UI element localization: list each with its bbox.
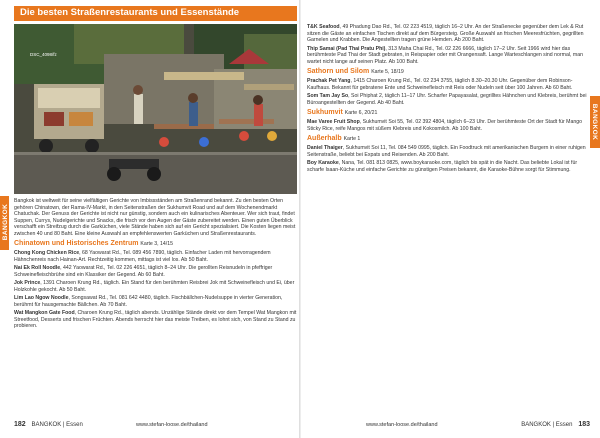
left-page-number: 182 — [14, 421, 26, 428]
section-ref-sathorn: Karte 5, 18/19 — [371, 69, 404, 75]
left-side-tab — [0, 196, 9, 250]
entry-name: Thip Samai (Pad Thai Pratu Phi) — [307, 45, 386, 52]
entry-name: Chong Kong Chicken Rice — [14, 250, 80, 256]
entry-name: T&K Seafood — [307, 24, 340, 30]
section-heading-chinatown-text: Chinatown und Historisches Zentrum — [14, 240, 139, 247]
entry-text: Songsawat Rd., Tel. 081 642 4480, täglich. Fischbällchen-Nudelsuppe in vierter Generation, berühmt für hausgemachte Bällchen. Ab 70 Baht. — [14, 295, 283, 308]
entry-text: Sukhumvit Soi 11, Tel. 084 549 0995, täglich. Ein Foodtruck mit amerikanischen Burgern in einer ruhigen Seitenstraße, beliebt bei Expats und Reisenden. Ab 200 Baht. — [307, 145, 586, 158]
right-page-number: 183 — [578, 421, 590, 428]
right-page-number-block — [521, 421, 590, 428]
entry-text: 49 Phadung Dao Rd., Tel. 02 223 4519, täglich 16–2 Uhr. An der Straßenecke gegenüber dem Lek & Rut sitzen die Gäste an einfachen Tischen direkt auf dem Bürgersteig. Große Auswahl an frischen Meeresfrüchten, gegrillten Garnelen und Krabben. Die Angestellten tragen grüne Hemden. Ab 200 Baht. — [307, 24, 584, 43]
entry-name: Prachak Pet Yang — [307, 78, 351, 84]
section-heading-chinatown — [14, 240, 297, 248]
section-heading-sukhumvit-text: Sukhumvit — [307, 109, 343, 116]
section-ref-ausserhalb: Karte 1 — [343, 136, 361, 142]
right-footer-label: BANGKOK | Essen — [521, 422, 573, 428]
entry-mae-varee: Mae Varee Fruit Shop, Sukhumvit Soi 55, Tel. 02 392 4804, täglich 6–23 Uhr. Der berühmteste Ort der Stadt für Mango Sticky Rice, reife Mangos mit süßem Klebreis und Kokosmilch. Ab 100 Baht. — [307, 119, 582, 132]
right-footer — [306, 420, 590, 432]
right-side-tab-label: BANGKOK — [591, 103, 598, 141]
entry-name: Jok Prince — [14, 280, 41, 286]
section-heading-sathorn — [307, 68, 587, 76]
intro-paragraph: Bangkok ist weltweit für seine vielfältigen Gerichte von Imbissständen am Straßenrand bekannt. Zu den besten Orten gehören Chinatown, der Rama-IV-Markt, in den Seitenstraßen der Sukhumvit Road und auf dem Wochenendmarkt Chatuchak. Der Genuss der Gerichte ist nicht nur günstig, sondern auch ein kulinarisches Abenteuer. Wer sich traut, findet Suppen, Currys, Nudelgerichte und Snacks, die frisch vor den Augen der Gäste zubereitet werden. Einen guten Überblick verschafft ein Streifzug durch die Garküchen, viele Stände haben sich auf ein Gericht spezialisiert. Die Kosten liegen meist zwischen 40 und 80 Baht. Eine kleine Auswahl an empfehlenswerten Garküchen und Straßenrestaurants. — [14, 198, 296, 237]
entry-lim-lao-ngow: Lim Lao Ngow Noodle, Songsawat Rd., Tel. 081 642 4480, täglich. Fischbällchen-Nudelsuppe in vierter Generation, berühmt für hausgemachte Bällchen. Ab 70 Baht. — [14, 295, 283, 308]
entry-tk-seafood: T&K Seafood, 49 Phadung Dao Rd., Tel. 02 223 4519, täglich 16–2 Uhr. An der Straßenecke gegenüber dem Lek & Rut sitzen die Gäste an einfachen Tischen direkt auf dem Bürgersteig. Große Auswahl an frischen Meeresfrüchten, gegrillten Garnelen und Krabben. Die Angestellten tragen grüne Hemden. Ab 200 Baht. — [307, 24, 584, 43]
page-title: Die besten Straßenrestaurants und Essenstände — [20, 7, 240, 18]
entry-text: Sukhumvit Soi 55, Tel. 02 392 4804, täglich 6–23 Uhr. Der berühmteste Ort der Stadt für Mango Sticky Rice, reife Mangos mit süßem Klebreis und Kokosmilch. Ab 100 Baht. — [307, 119, 582, 132]
right-page — [301, 0, 600, 438]
left-footer-separator — [28, 421, 30, 428]
section-ref-sukhumvit: Karte 6, 20/21 — [344, 110, 378, 116]
entry-nai-ek: Nai Ek Roll Noodle, 442 Yaowarat Rd., Tel. 02 226 4651, täglich 8–24 Uhr. Die gerollten Reisnudeln in pfeffriger Schweinefleischbrühe sind ein Klassiker der Gegend. Ab 60 Baht. — [14, 265, 273, 278]
entry-text: 1391 Charoen Krung Rd., täglich. Ein Stand für den berühmten Reisbrei Jok mit Schweinefleisch und Ei, über Holzkohle gekocht. Ab 50 Baht. — [14, 280, 295, 293]
photo-credit: DSC_4098/fz — [30, 52, 57, 57]
entry-text: 68 Yaowarat Rd., Tel. 089 456 7890, täglich. Einfacher Laden mit hervorragendem Hähnchenreis nach Hainan-Art. Rechtzeitig kommen, mittags ist viel los. Ab 50 Baht. — [14, 250, 271, 263]
right-footer-separator — [574, 421, 576, 428]
section-heading-sukhumvit — [307, 109, 587, 117]
entry-wat-mangkon: Wat Mangkon Gate Food, Charoen Krung Rd., täglich abends. Unzählige Stände direkt vor dem Tempel Wat Mangkon mit Streetfood, Desserts und frischen Früchten. Abends herrscht hier das meiste Treiben, es lohnt sich, von Stand zu Stand zu probieren. — [14, 310, 297, 329]
entry-jok-prince: Jok Prince, 1391 Charoen Krung Rd., täglich. Ein Stand für den berühmten Reisbrei Jok mit Schweinefleisch und Ei, über Holzkohle gekocht. Ab 50 Baht. — [14, 280, 295, 293]
section-ref-chinatown: Karte 3, 14/15 — [140, 241, 173, 247]
entry-thip-samai: Thip Samai (Pad Thai Pratu Phi), 313 Maha Chai Rd., Tel. 02 226 6666, täglich 17–2 Uhr. Seit 1966 wird hier das berühmteste Pad Thai der Stadt gebraten, in Reispapier oder mit Orangensaft. Lange Warteschlangen sind normal, man wartet nicht lange auf seinen Platz. Ab 100 Baht. — [307, 45, 583, 65]
entry-name: Lim Lao Ngow Noodle — [14, 295, 69, 301]
entry-boy-karaoke: Boy Karaoke, Nana, Tel. 081 813 0825, www.boykaraoke.com, täglich bis spät in die Nacht. Das beliebte Lokal ist für scharfe Isaan-Küche und einfache Gerichte zu günstigen Preisen bekannt, die Karaoke-Bühne sorgt für Stimmung. — [307, 160, 578, 173]
right-side-tab — [590, 96, 600, 148]
left-footer — [14, 420, 297, 432]
entry-text: 442 Yaowarat Rd., Tel. 02 226 4651, täglich 8–24 Uhr. Die gerollten Reisnudeln in pfeffriger Schweinefleischbrühe sind ein Klassiker der Gegend. Ab 60 Baht. — [14, 265, 273, 278]
entry-name: Som Tam Jay So — [307, 93, 349, 99]
entry-som-tam: Som Tam Jay So, Soi Phiphat 2, täglich 11–17 Uhr. Scharfer Papayasalat, gegrilltes Hähnchen und Klebreis, berühmt bei Büroangestellten der Gegend. Ab 40 Baht. — [307, 93, 587, 106]
entry-name: Mae Varee Fruit Shop — [307, 119, 360, 125]
title-bar — [14, 6, 297, 21]
left-footer-label: BANGKOK | Essen — [31, 422, 83, 428]
section-heading-ausserhalb-text: Außerhalb — [307, 135, 342, 142]
entry-chong-kong: Chong Kong Chicken Rice, 68 Yaowarat Rd., Tel. 089 456 7890, täglich. Einfacher Laden mit hervorragendem Hähnchenreis nach Hainan-Art. Rechtzeitig kommen, mittags ist viel los. Ab 50 Baht. — [14, 250, 271, 263]
entry-text: Nana, Tel. 081 813 0825, www.boykaraoke.com, täglich bis spät in die Nacht. Das beliebte Lokal ist für scharfe Isaan-Küche und einfache Gerichte zu günstigen Preisen bekannt, die Karaoke-Bühne sorgt für Stimmung. — [307, 160, 578, 173]
section-heading-ausserhalb — [307, 135, 587, 143]
entry-name: Nai Ek Roll Noodle — [14, 265, 61, 271]
left-page-number-block — [14, 421, 83, 428]
right-text-column — [307, 24, 587, 175]
left-page — [0, 0, 299, 438]
entry-text: 1415 Charoen Krung Rd., Tel. 02 234 3755, täglich 8.30–20.30 Uhr. Gegenüber dem Robinson-Kaufhaus. Bekannt für gebratene Ente und Schweinefleisch mit Reis oder Nudeln seit über 100 Jahren. Ab 60 Baht. — [307, 78, 573, 91]
section-heading-sathorn-text: Sathorn und Silom — [307, 68, 370, 75]
left-footer-url[interactable]: www.stefan-loose.de/thailand — [136, 422, 208, 428]
entry-name: Boy Karaoke — [307, 160, 339, 166]
left-text-column — [14, 198, 297, 332]
entry-prachak: Prachak Pet Yang, 1415 Charoen Krung Rd., Tel. 02 234 3755, täglich 8.30–20.30 Uhr. Gegenüber dem Robinson-Kaufhaus. Bekannt für gebratene Ente und Schweinefleisch mit Reis oder Nudeln seit über 100 Jahren. Ab 60 Baht. — [307, 78, 573, 91]
entry-daniel-thaiger: Daniel Thaiger, Sukhumvit Soi 11, Tel. 084 549 0995, täglich. Ein Foodtruck mit amerikanischen Burgern in einer ruhigen Seitenstraße, beliebt bei Expats und Reisenden. Ab 200 Baht. — [307, 145, 586, 158]
entry-name: Daniel Thaiger — [307, 145, 343, 151]
entry-text: Charoen Krung Rd., täglich abends. Unzählige Stände direkt vor dem Tempel Wat Mangkon mit Streetfood, Desserts und frischen Früchten. Abends herrscht hier das meiste Treiben, es lohnt sich, von Stand zu Stand zu probieren. — [14, 310, 297, 329]
entry-text: Soi Phiphat 2, täglich 11–17 Uhr. Scharfer Papayasalat, gegrilltes Hähnchen und Klebreis, berühmt bei Büroangestellten der Gegend. Ab 40 Baht. — [307, 93, 587, 106]
entry-text: 313 Maha Chai Rd., Tel. 02 226 6666, täglich 17–2 Uhr. Seit 1966 wird hier das berühmteste Pad Thai der Stadt gebraten, in Reispapier oder mit Orangensaft. Lange Warteschlangen sind normal, man wartet nicht lange auf seinen Platz. Ab 100 Baht. — [307, 45, 583, 65]
street-food-illustration — [14, 24, 297, 194]
left-side-tab-label: BANGKOK — [2, 203, 9, 241]
entry-name: Wat Mangkon Gate Food — [14, 310, 75, 316]
right-footer-url[interactable]: www.stefan-loose.de/thailand — [366, 422, 438, 428]
street-food-photo — [14, 24, 297, 194]
